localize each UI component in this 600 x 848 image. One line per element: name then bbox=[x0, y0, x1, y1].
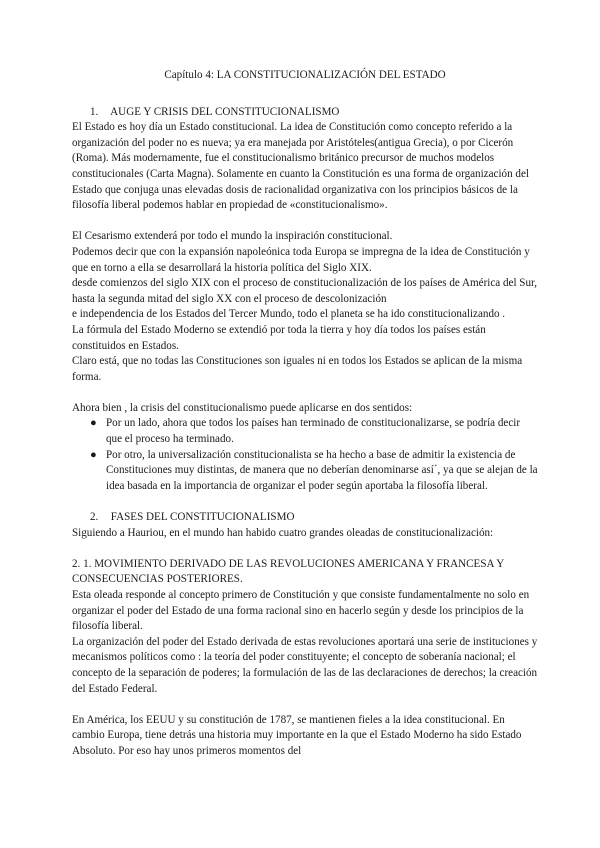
section-1-paragraph-3: Ahora bien , la crisis del constitucionalismo puede aplicarse en dos sentidos: bbox=[72, 401, 413, 414]
spacer bbox=[72, 385, 538, 401]
section-1-title: AUGE Y CRISIS DEL CONSTITUCIONALISMO bbox=[110, 105, 340, 118]
bullet-icon: ● bbox=[90, 448, 97, 461]
section-1-paragraph-1: El Estado es hoy día un Estado constitucional. La idea de Constitución como concepto referido a la organización del poder no es nueva; ya era manejada por Aristóteles(antigua Grecia), o por Cicerón (Roma). Más modernamente, fue el constitucionalismo británico precursor de muchos modelos constitucionales (Carta Magna). Solamente en cuanto la Constitución es una forma de organización del Estado que conjuga unas elevadas dosis de racionalidad organizativa con los principios básicos de la filosofía liberal podemos hablar en propiedad de «constitucionalismo». bbox=[72, 121, 529, 212]
section-1-paragraph-2-line-6: Claro está, que no todas las Constituciones son iguales ni en todos los Estados se aplican de la misma forma. bbox=[72, 355, 523, 383]
section-1-paragraph-2-line-4: e independencia de los Estados del Tercer Mundo, todo el planeta se ha ido constitucionalizando . bbox=[72, 308, 506, 321]
section-1-heading bbox=[72, 105, 538, 121]
section-1-paragraph-2-line-2: Podemos decir que con la expansión napoleónica toda Europa se impregna de la idea de Constitución y que en torno a ella se desarrollará la historia política del Siglo XIX. bbox=[72, 245, 530, 274]
bullet-icon: ● bbox=[90, 417, 97, 430]
list-item-text: Por un lado, ahora que todos los países han terminado de constitucionalizarse, se podría decir que el proceso ha terminado. bbox=[106, 417, 521, 446]
list-item bbox=[86, 448, 538, 495]
spacer bbox=[72, 494, 538, 510]
subsection-2-1-paragraph-3: En América, los EEUU y su constitución de 1787, se mantienen fieles a la idea constitucional. En cambio Europa, tiene detrás una historia muy importante en la que el Estado Moderno ha sido Estado Absoluto. Por eso hay unos primeros momentos del bbox=[72, 713, 522, 757]
crisis-bullet-list bbox=[72, 416, 538, 494]
section-1-paragraph-2-line-5: La fórmula del Estado Moderno se extendió por toda la tierra y hoy día todos los países están constituidos en Estados. bbox=[72, 323, 486, 352]
subsection-2-1-paragraph-2: La organización del poder del Estado derivada de estas revoluciones aportará una serie de instituciones y mecanismos políticos como : la teoría del poder constituyente; el concepto de soberanía nacional; el concepto de la separación de poderes; la formulación de las de las declaraciones de derechos; la creación del Estado Federal. bbox=[72, 635, 538, 695]
section-1-paragraph-2-line-3: desde comienzos del siglo XIX con el proceso de constitucionalización de los países de América del Sur, hasta la segunda mitad del siglo XX con el proceso de descolonización bbox=[72, 277, 538, 305]
list-item-text: Por otro, la universalización constitucionalista se ha hecho a base de admitir la existencia de Constituciones muy distintas, de manera que no deberían denominarse así´, ya que se alejan de la idea basada en la importancia de organizar el poder según aportaba la filosofía liberal. bbox=[106, 448, 538, 492]
section-1-paragraph-2-line-1: El Cesarismo extenderá por todo el mundo la inspiración constitucional. bbox=[72, 230, 393, 243]
spacer bbox=[72, 214, 538, 230]
section-2-number: 2. bbox=[90, 511, 99, 524]
section-1-number: 1. bbox=[90, 105, 99, 118]
spacer bbox=[72, 697, 538, 713]
subsection-2-1-heading: 2. 1. MOVIMIENTO DERIVADO DE LAS REVOLUCIONES AMERICANA Y FRANCESA Y CONSECUENCIAS POSTERIORES. bbox=[72, 557, 504, 586]
section-2-title: FASES DEL CONSTITUCIONALISMO bbox=[110, 511, 295, 524]
list-item bbox=[86, 416, 538, 447]
spacer bbox=[72, 541, 538, 557]
chapter-title: Capítulo 4: LA CONSTITUCIONALIZACIÓN DEL ESTADO bbox=[164, 69, 446, 81]
section-2-heading bbox=[72, 510, 538, 526]
section-2-intro: Siguiendo a Hauriou, en el mundo han habido cuatro grandes oleadas de constitucionalización: bbox=[72, 526, 494, 539]
subsection-2-1-paragraph-1: Esta oleada responde al concepto primero de Constitución y que consiste fundamentalmente no solo en organizar el poder del Estado de una forma racional sino en hacerlo según y desde los principios de la filosofía liberal. bbox=[72, 589, 530, 633]
